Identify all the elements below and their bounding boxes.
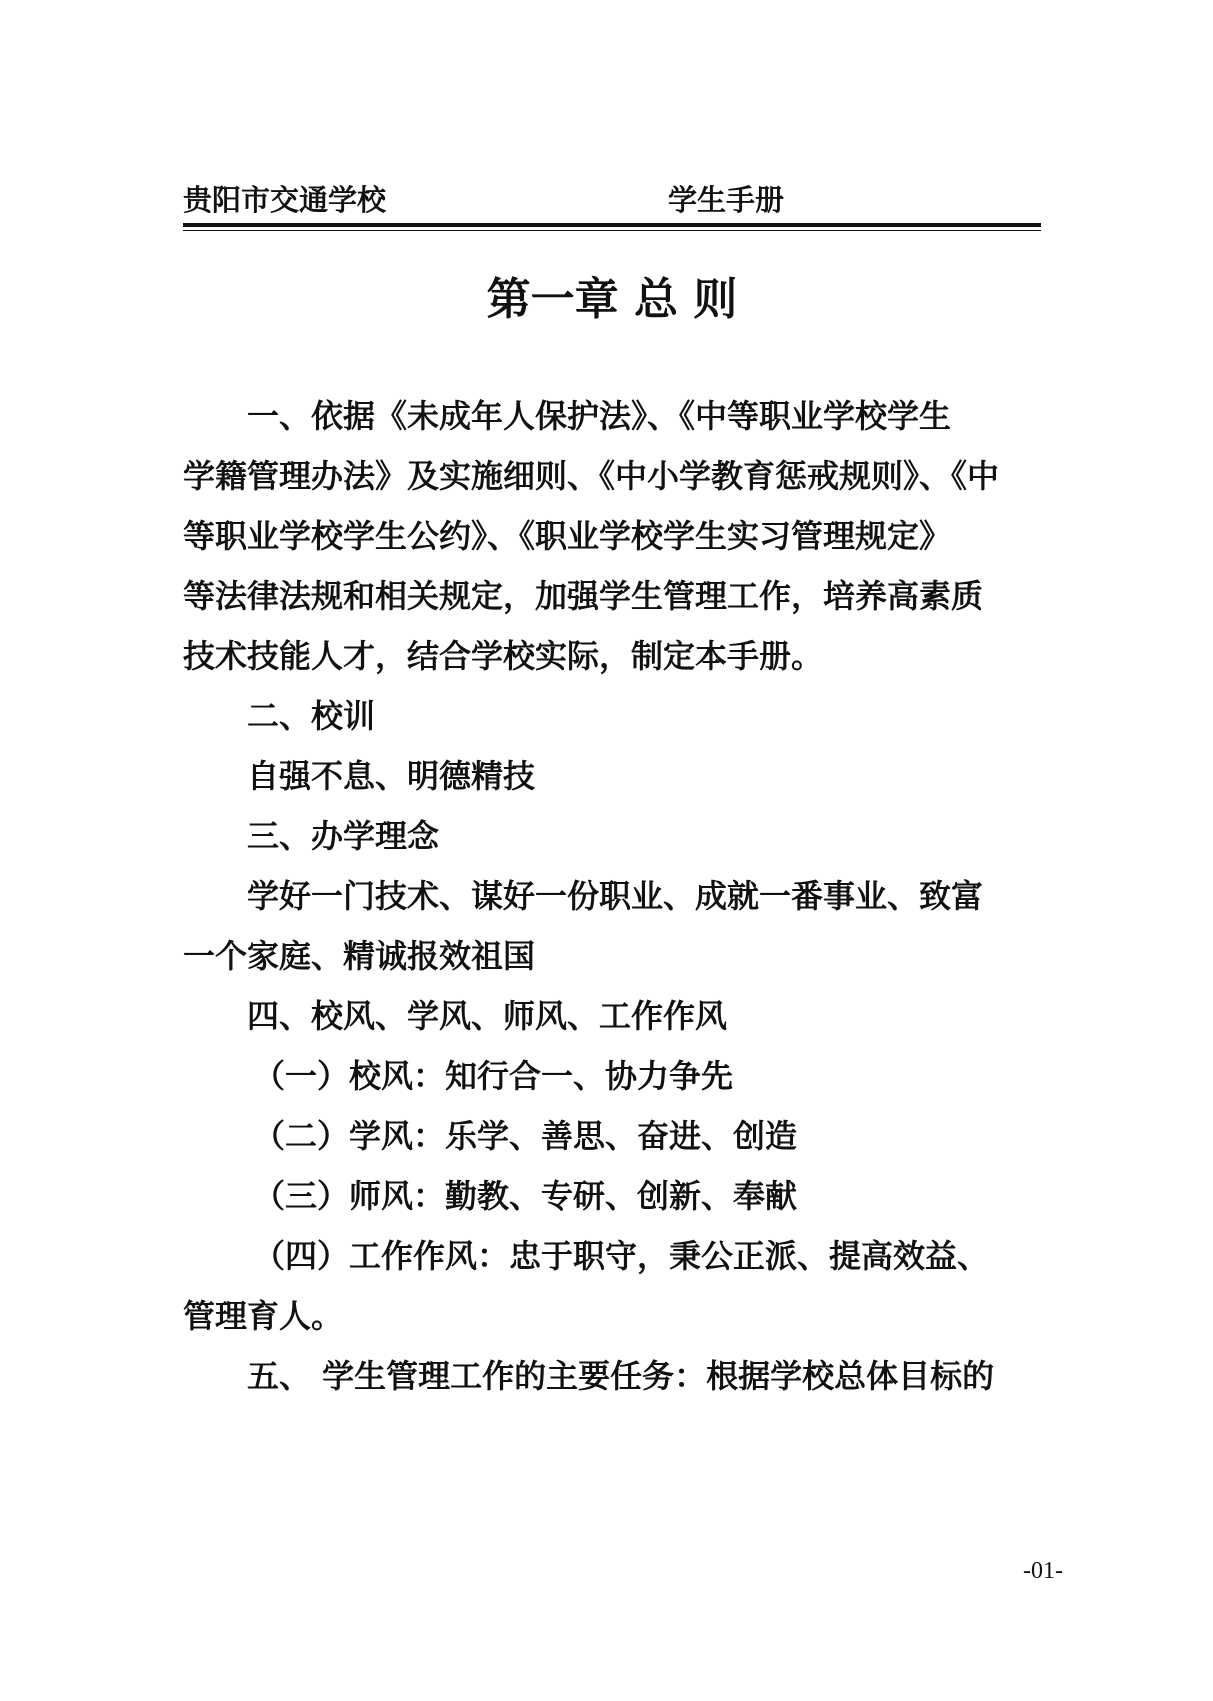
section-3-line-1: 学好一门技术、谋好一份职业、成就一番事业、致富 [247, 877, 984, 915]
page-header [183, 178, 1041, 222]
section-1-line-3: 等职业学校学生公约》、《职业学校学生实习管理规定》 [183, 517, 952, 555]
section-3-heading: 三、办学理念 [247, 817, 440, 855]
header-rule-thick [183, 223, 1041, 227]
section-2-body: 自强不息、明德精技 [247, 757, 536, 795]
header-handbook-title: 学生手册 [668, 183, 785, 217]
section-2-heading: 二、校训 [247, 697, 376, 735]
chapter-title: 第一章 总 则 [486, 274, 738, 325]
section-4-heading: 四、校风、学风、师风、工作作风 [247, 997, 728, 1035]
section-1-line-5: 技术技能人才，结合学校实际，制定本手册。 [183, 637, 824, 675]
section-1-line-1: 一、依据《未成年人保护法》、《中等职业学校学生 [247, 397, 952, 435]
header-school-name: 贵阳市交通学校 [183, 183, 387, 217]
body-text [183, 386, 1041, 1406]
section-1-line-4: 等法律法规和相关规定，加强学生管理工作，培养高素质 [183, 577, 984, 615]
section-4-item-2: （二）学风：乐学、善思、奋进、创造 [253, 1117, 798, 1155]
section-4-item-4-line-1: （四）工作作风：忠于职守，秉公正派、提高效益、 [253, 1237, 990, 1275]
section-5-line-1: 五、 学生管理工作的主要任务：根据学校总体目标的 [247, 1357, 995, 1395]
section-1-line-2: 学籍管理办法》及实施细则、《中小学教育惩戒规则》、《中 [183, 457, 1000, 495]
section-3-line-2: 一个家庭、精诚报效祖国 [183, 937, 536, 975]
page-number: -01- [1023, 1558, 1063, 1584]
section-4-item-3: （三）师风：勤教、专研、创新、奉献 [253, 1177, 798, 1215]
section-4-item-4-line-2: 管理育人。 [183, 1297, 344, 1335]
section-4-item-1: （一）校风：知行合一、协力争先 [253, 1057, 734, 1095]
header-rule-thin [183, 230, 1041, 231]
